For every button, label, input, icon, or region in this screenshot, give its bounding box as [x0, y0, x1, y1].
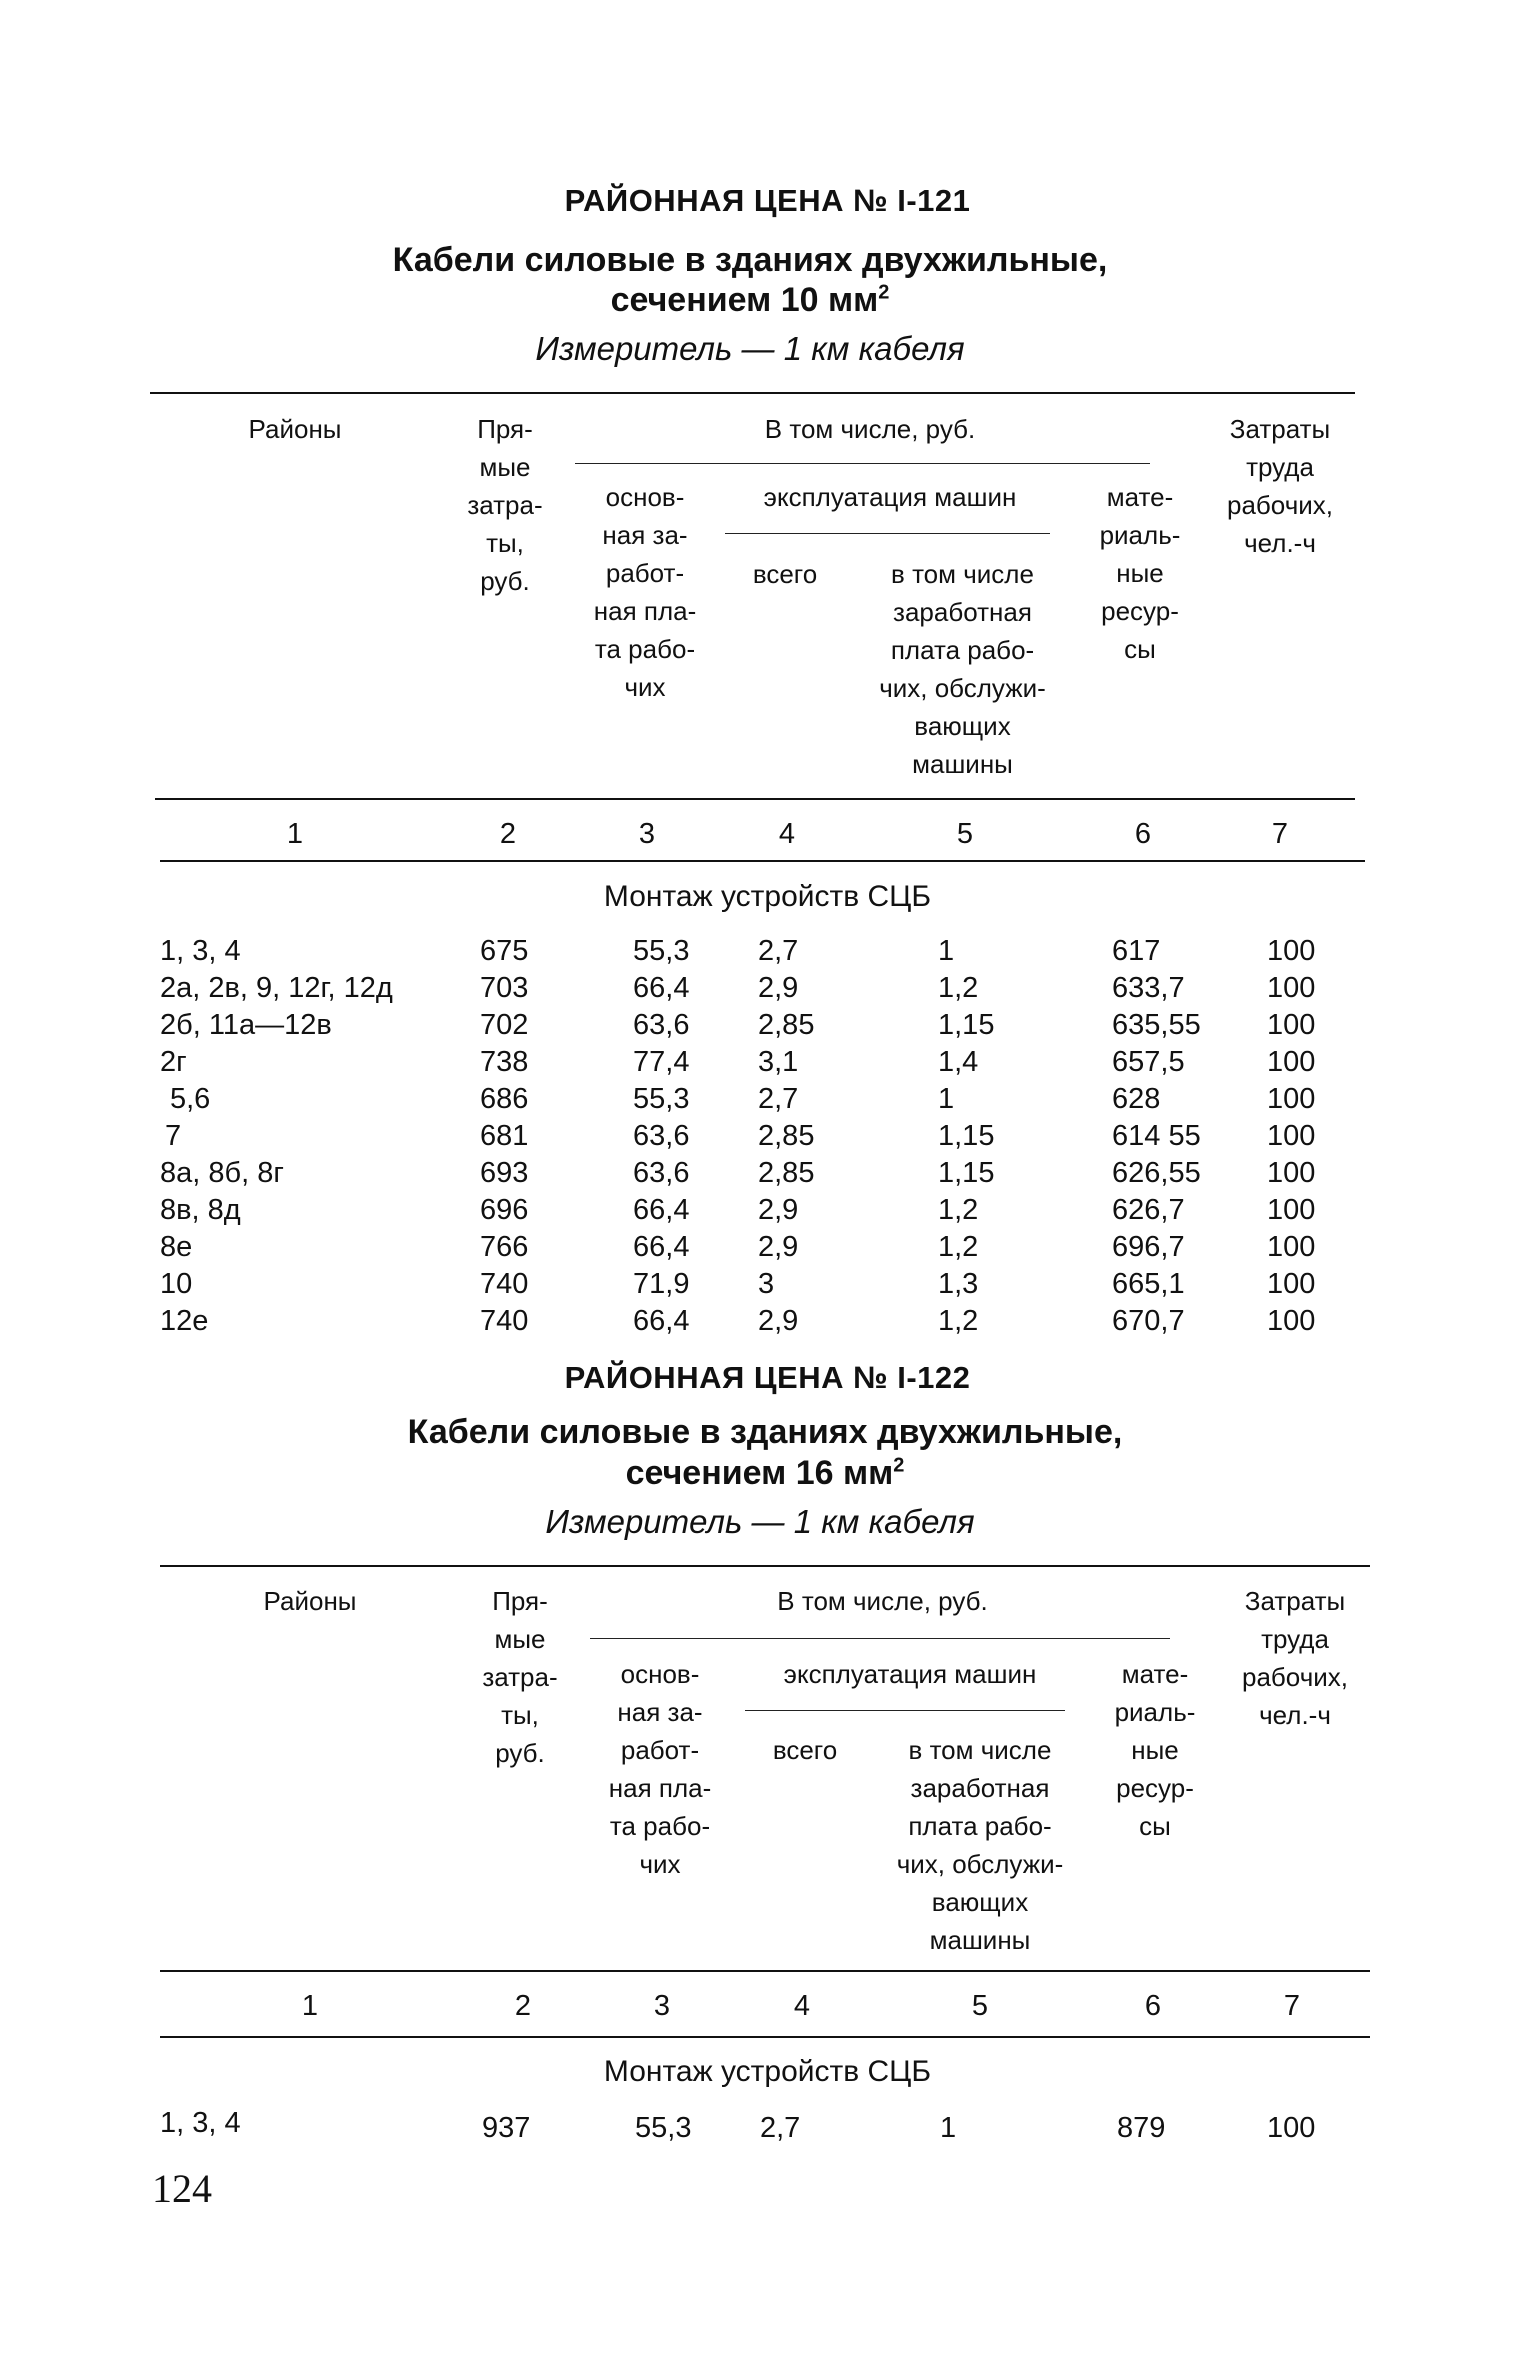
table1-row-1-osnovnaya: 55,3 [633, 935, 690, 967]
table2-row-1-rayon: 1, 3, 4 [160, 2107, 241, 2139]
table1-group-rule [575, 463, 1150, 464]
table1-row-8-zp: 1,2 [938, 1194, 979, 1226]
table1-row-4-osnovnaya: 77,4 [633, 1046, 690, 1078]
table2-row-1-zatraty: 100 [1267, 2112, 1316, 2144]
table2-col-osnovnaya: основ- ная за- работ- ная пла- та рабо- чих [608, 1659, 712, 1879]
table1-row-11-pryamye: 740 [480, 1305, 529, 1337]
table1-row-3-zp: 1,15 [938, 1009, 995, 1041]
table2-col-zp-mashin: в том числе заработная плата рабо- чих, обслужи- вающих машины [896, 1735, 1064, 1955]
table2-header-bottom-rule [160, 1970, 1370, 1972]
table2-colnum-5: 5 [971, 1990, 989, 2022]
table1-row-7-rayon: 8а, 8б, 8г [160, 1157, 284, 1189]
table1-col-pryamye: Пря- мые затра- ты, руб. [467, 414, 543, 596]
table1-header-bottom-rule [155, 798, 1355, 800]
table1-row-4-materialnye: 657,5 [1112, 1046, 1185, 1078]
table2-group-rule [590, 1638, 1170, 1639]
table2-top-rule [160, 1565, 1370, 1567]
table1-row-4-vsego: 3,1 [758, 1046, 799, 1078]
table1-colnum-rule [160, 860, 1365, 862]
table1-row-6-osnovnaya: 63,6 [633, 1120, 690, 1152]
table1-row-8-zatraty: 100 [1267, 1194, 1316, 1226]
table1-row-5-zatraty: 100 [1267, 1083, 1316, 1115]
table1-row-6-rayon: 7 [165, 1120, 182, 1152]
table1-row-1-zatraty: 100 [1267, 935, 1316, 967]
table2-col-pryamye: Пря- мые затра- ты, руб. [482, 1586, 558, 1768]
table1-row-6-vsego: 2,85 [758, 1120, 815, 1152]
table1-colnum-4: 4 [778, 818, 796, 850]
table1-col-zatraty: Затраты труда рабочих, чел.-ч [1227, 414, 1333, 558]
table1-row-1-vsego: 2,7 [758, 935, 799, 967]
table2-col-ekspluataciya: эксплуатация машин [783, 1659, 1037, 1689]
table1-row-9-zatraty: 100 [1267, 1231, 1316, 1263]
table1-row-4-zp: 1,4 [938, 1046, 979, 1078]
table1-subtitle-sup: 2 [878, 281, 890, 304]
table1-row-10-rayon: 10 [160, 1268, 193, 1300]
table1-top-rule [150, 392, 1355, 394]
table2-colnum-rule [160, 2036, 1370, 2038]
table1-colnum-2: 2 [499, 818, 517, 850]
table1-row-8-osnovnaya: 66,4 [633, 1194, 690, 1226]
table1-row-11-zatraty: 100 [1267, 1305, 1316, 1337]
table1-row-5-rayon: 5,6 [170, 1083, 211, 1115]
table1-row-3-materialnye: 635,55 [1112, 1009, 1201, 1041]
table1-colnum-5: 5 [956, 818, 974, 850]
table1-row-9-rayon: 8е [160, 1231, 193, 1263]
table1-row-11-osnovnaya: 66,4 [633, 1305, 690, 1337]
table1-heading: РАЙОННАЯ ЦЕНА № І-121 [564, 183, 971, 218]
table2-colnum-1: 1 [301, 1990, 319, 2022]
table2-colnum-6: 6 [1144, 1990, 1162, 2022]
table1-row-4-zatraty: 100 [1267, 1046, 1316, 1078]
table2-subtitle-line1: Кабели силовые в зданиях двухжильные, [407, 1413, 1123, 1451]
table2-row-1-vsego: 2,7 [760, 2112, 801, 2144]
table1-row-3-osnovnaya: 63,6 [633, 1009, 690, 1041]
table2-col-v-tom-chisle: В том числе, руб. [777, 1586, 988, 1616]
table1-unit: Измеритель — 1 км кабеля [535, 330, 965, 367]
table1-row-2-materialnye: 633,7 [1112, 972, 1185, 1004]
table1-row-7-zp: 1,15 [938, 1157, 995, 1189]
table2-heading: РАЙОННАЯ ЦЕНА № І-122 [564, 1360, 971, 1395]
table2-col-materialnye: мате- риаль- ные ресур- сы [1114, 1659, 1196, 1841]
table1-col-vsego: всего [752, 559, 818, 589]
table2-row-1-zp: 1 [940, 2112, 957, 2144]
table1-colnum-3: 3 [638, 818, 656, 850]
table1-row-10-zp: 1,3 [938, 1268, 979, 1300]
table1-row-6-zp: 1,15 [938, 1120, 995, 1152]
table1-row-3-vsego: 2,85 [758, 1009, 815, 1041]
table1-row-2-rayon: 2а, 2в, 9, 12г, 12д [160, 972, 393, 1004]
table1-col-v-tom-chisle: В том числе, руб. [764, 414, 976, 444]
table1-row-7-osnovnaya: 63,6 [633, 1157, 690, 1189]
table2-colnum-2: 2 [514, 1990, 532, 2022]
table1-row-7-materialnye: 626,55 [1112, 1157, 1201, 1189]
table1-row-10-osnovnaya: 71,9 [633, 1268, 690, 1300]
table2-col-zatraty: Затраты труда рабочих, чел.-ч [1242, 1586, 1348, 1730]
table1-row-11-materialnye: 670,7 [1112, 1305, 1185, 1337]
page-number: 124 [152, 2166, 212, 2211]
table1-row-1-zp: 1 [938, 935, 955, 967]
table1-row-4-pryamye: 738 [480, 1046, 529, 1078]
table1-col-rayony: Районы [248, 414, 342, 444]
table1-row-10-pryamye: 740 [480, 1268, 529, 1300]
table1-row-2-pryamye: 703 [480, 972, 529, 1004]
table1-row-5-zp: 1 [938, 1083, 955, 1115]
table1-row-11-vsego: 2,9 [758, 1305, 799, 1337]
table2-colnum-3: 3 [653, 1990, 671, 2022]
table1-row-6-pryamye: 681 [480, 1120, 529, 1152]
table1-section-title: Монтаж устройств СЦБ [603, 880, 932, 913]
table1-row-1-materialnye: 617 [1112, 935, 1161, 967]
table1-col-materialnye: мате- риаль- ные ресур- сы [1099, 482, 1181, 664]
table1-col-zp-mashin: в том числе заработная плата рабо- чих, обслужи- вающих машины [879, 559, 1046, 779]
table1-subtitle-text: сечением 10 мм [610, 281, 879, 319]
table1-colnum-7: 7 [1271, 818, 1289, 850]
table1-row-8-materialnye: 626,7 [1112, 1194, 1185, 1226]
table1-row-9-zp: 1,2 [938, 1231, 979, 1263]
table1-row-4-rayon: 2г [160, 1046, 187, 1078]
table2-row-1-materialnye: 879 [1117, 2112, 1166, 2144]
table1-subtitle-line2 [0, 280, 1500, 320]
table2-col-vsego: всего [772, 1735, 838, 1765]
table2-row-1-pryamye: 937 [482, 2112, 531, 2144]
table1-subtitle-line1: Кабели силовые в зданиях двухжильные, [392, 241, 1108, 279]
table1-machines-rule [725, 533, 1050, 534]
table1-row-8-vsego: 2,9 [758, 1194, 799, 1226]
table1-row-5-vsego: 2,7 [758, 1083, 799, 1115]
table1-row-6-materialnye: 614 55 [1112, 1120, 1201, 1152]
table1-row-10-materialnye: 665,1 [1112, 1268, 1185, 1300]
table1-row-6-zatraty: 100 [1267, 1120, 1316, 1152]
table1-row-9-materialnye: 696,7 [1112, 1231, 1185, 1263]
table1-row-7-zatraty: 100 [1267, 1157, 1316, 1189]
table1-row-10-zatraty: 100 [1267, 1268, 1316, 1300]
table2-col-rayony: Районы [263, 1586, 357, 1616]
table1-row-2-osnovnaya: 66,4 [633, 972, 690, 1004]
table1-row-3-zatraty: 100 [1267, 1009, 1316, 1041]
table1-row-2-vsego: 2,9 [758, 972, 799, 1004]
table1-row-8-pryamye: 696 [480, 1194, 529, 1226]
table2-section-title: Монтаж устройств СЦБ [603, 2055, 932, 2088]
table1-row-2-zatraty: 100 [1267, 972, 1316, 1004]
table2-row-1-osnovnaya: 55,3 [635, 2112, 692, 2144]
table1-row-5-pryamye: 686 [480, 1083, 529, 1115]
table1-row-3-pryamye: 702 [480, 1009, 529, 1041]
table1-row-5-osnovnaya: 55,3 [633, 1083, 690, 1115]
table1-row-9-vsego: 2,9 [758, 1231, 799, 1263]
table1-colnum-1: 1 [286, 818, 304, 850]
table2-subtitle-text: сечением 16 мм [625, 1454, 894, 1492]
table1-row-7-vsego: 2,85 [758, 1157, 815, 1189]
table1-row-10-vsego: 3 [758, 1268, 775, 1300]
table1-row-11-rayon: 12е [160, 1305, 209, 1337]
table1-row-9-pryamye: 766 [480, 1231, 529, 1263]
table2-unit: Измеритель — 1 км кабеля [545, 1503, 975, 1540]
table1-row-5-materialnye: 628 [1112, 1083, 1161, 1115]
table1-colnum-6: 6 [1134, 818, 1152, 850]
table1-col-ekspluataciya: эксплуатация машин [763, 482, 1017, 512]
table2-colnum-7: 7 [1283, 1990, 1301, 2022]
table2-subtitle-line2 [0, 1453, 1530, 1493]
table1-row-1-pryamye: 675 [480, 935, 529, 967]
table1-row-8-rayon: 8в, 8д [160, 1194, 241, 1226]
table2-colnum-4: 4 [793, 1990, 811, 2022]
table1-row-7-pryamye: 693 [480, 1157, 529, 1189]
table1-row-1-rayon: 1, 3, 4 [160, 935, 241, 967]
table2-machines-rule [745, 1710, 1065, 1711]
table1-row-9-osnovnaya: 66,4 [633, 1231, 690, 1263]
table1-row-2-zp: 1,2 [938, 972, 979, 1004]
table1-row-11-zp: 1,2 [938, 1305, 979, 1337]
table1-col-osnovnaya: основ- ная за- работ- ная пла- та рабо- чих [593, 482, 697, 702]
table2-subtitle-sup: 2 [893, 1454, 905, 1477]
table1-row-3-rayon: 2б, 11а—12в [160, 1009, 332, 1041]
